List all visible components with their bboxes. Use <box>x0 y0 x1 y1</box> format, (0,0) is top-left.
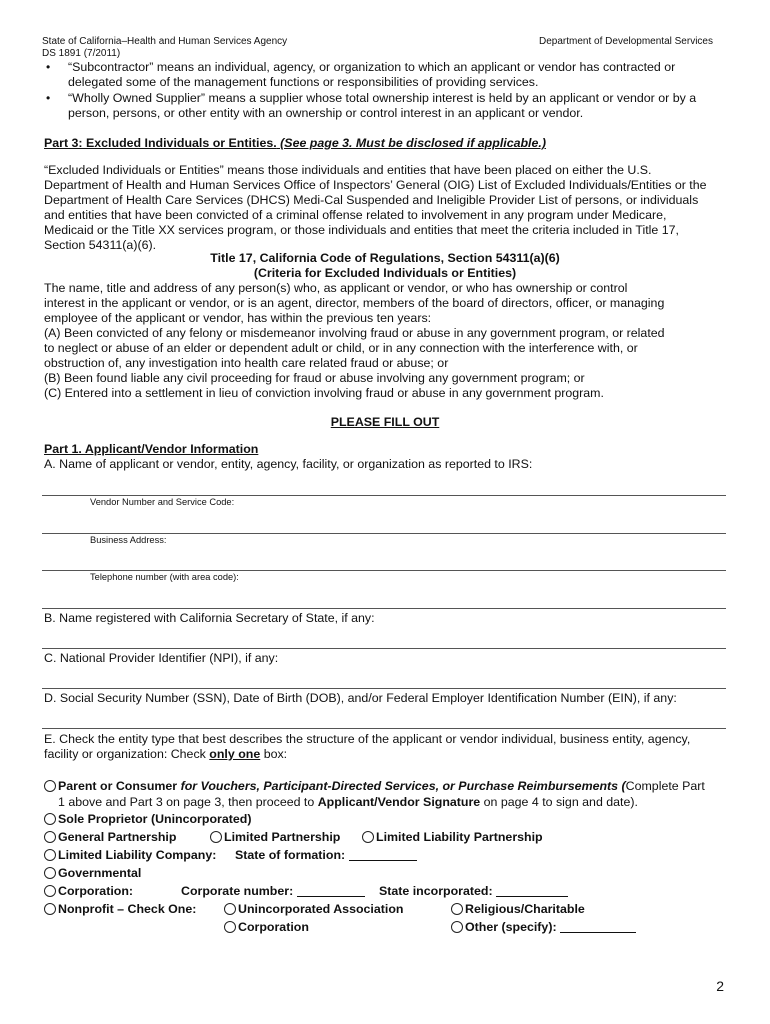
list-item <box>46 91 726 121</box>
part3-title: Part 3: Excluded Individuals or Entities. <box>44 136 277 150</box>
corporate-number-field <box>181 882 365 900</box>
option-limited-partnership <box>210 828 340 846</box>
option-parent-consumer <box>44 777 705 795</box>
business-address-input-line[interactable] <box>42 570 726 571</box>
applicant-name-input-line[interactable] <box>42 495 726 496</box>
vendor-number-label: Vendor Number and Service Code: <box>90 497 235 507</box>
option-unincorporated-association <box>224 900 403 918</box>
option-label: Parent or Consumer <box>58 779 181 793</box>
state-incorporated-field <box>379 882 568 900</box>
criteria-text <box>44 281 734 401</box>
option-sole-proprietor <box>44 810 251 828</box>
field-label: State incorporated: <box>379 884 493 898</box>
radio-religious-charitable[interactable] <box>451 903 463 915</box>
criteria-line: (C) Entered into a settlement in lieu of conviction involving fraud or abuse in any government program. <box>44 386 604 400</box>
secretary-of-state-input-line[interactable] <box>42 648 726 649</box>
field-label: Corporate number: <box>181 884 294 898</box>
parent-consumer-instructions <box>58 795 638 810</box>
field-a-label: A. Name of applicant or vendor, entity, agency, facility, or organization as reported to IRS: <box>44 457 533 471</box>
instruction-text: box: <box>260 747 288 761</box>
option-label: Nonprofit – Check One: <box>58 902 197 916</box>
criteria-line: obstruction of, any investigation into health care related fraud or abuse; or <box>44 356 449 370</box>
criteria-line: interest in the applicant or vendor, or is an agent, director, members of the board of directors, officer, or managing <box>44 296 665 310</box>
part1-heading: Part 1. Applicant/Vendor Information <box>44 442 259 456</box>
definition-line: Medicaid or the Title XX services program, or those individuals and entities that meet the criteria included in Title 17, <box>44 223 679 237</box>
telephone-label: Telephone number (with area code): <box>90 572 239 582</box>
only-one-emphasis: only one <box>209 747 261 761</box>
list-item <box>46 60 726 90</box>
instruction-bold: Applicant/Vendor Signature <box>317 795 481 809</box>
option-general-partnership <box>44 828 176 846</box>
option-llc <box>44 846 216 864</box>
instruction-text: 1 above and Part 3 on page 3, then proceed to <box>58 795 318 809</box>
instruction-text: on page 4 to sign and date). <box>480 795 638 809</box>
option-label: Sole Proprietor (Unincorporated) <box>58 812 252 826</box>
option-label: Corporation <box>238 920 309 934</box>
instruction-text: facility or organization: Check <box>44 747 210 761</box>
definition-line: and entities that have been convicted of a criminal offense related to involvement in any program under Medicare, <box>44 208 667 222</box>
form-id: DS 1891 (7/2011) <box>42 48 121 59</box>
definitions-list <box>46 60 726 121</box>
field-c-label: C. National Provider Identifier (NPI), if any: <box>44 651 279 665</box>
option-religious-charitable <box>451 900 585 918</box>
radio-parent-consumer[interactable] <box>44 780 56 792</box>
radio-governmental[interactable] <box>44 867 56 879</box>
option-label: Governmental <box>58 866 142 880</box>
title17-subheading: (Criteria for Excluded Individuals or Entities) <box>253 266 517 280</box>
agency-name: State of California–Health and Human Services Agency <box>42 36 288 47</box>
option-label: Other (specify): <box>465 920 557 934</box>
radio-other-specify[interactable] <box>451 921 463 933</box>
wholly-owned-supplier-definition: “Wholly Owned Supplier” means a supplier whose total ownership interest is held by an applicant or vendor or by a person, persons, or other entity with an ownership or control interest in an applicant or vendor. <box>68 91 697 120</box>
option-governmental <box>44 864 141 882</box>
field-d-label: D. Social Security Number (SSN), Date of Birth (DOB), and/or Federal Employer Identification Number (EIN), if any: <box>44 691 677 705</box>
option-label: General Partnership <box>58 830 177 844</box>
business-address-label: Business Address: <box>90 535 167 545</box>
please-fill-out-heading: PLEASE FILL OUT <box>330 415 440 429</box>
option-label: Limited Partnership <box>224 830 341 844</box>
definition-line: Department of Health Care Services (DHCS) Medi-Cal Suspended and Ineligible Provider List of persons, or individuals <box>44 193 699 207</box>
field-b-label: B. Name registered with California Secretary of State, if any: <box>44 611 375 625</box>
state-incorporated-input[interactable] <box>496 884 568 897</box>
telephone-input-line[interactable] <box>42 608 726 609</box>
option-label-tail: Complete Part <box>625 779 705 793</box>
other-specify-input[interactable] <box>560 920 636 933</box>
radio-nonprofit[interactable] <box>44 903 56 915</box>
criteria-line: The name, title and address of any person(s) who, as applicant or vendor, or who has ownership or control <box>44 281 628 295</box>
option-corporation <box>44 882 133 900</box>
corporate-number-input[interactable] <box>297 884 365 897</box>
state-of-formation-field <box>235 846 417 864</box>
definition-line: “Excluded Individuals or Entities” means those individuals and entities that have been placed on either the U.S. <box>44 163 652 177</box>
radio-sole-proprietor[interactable] <box>44 813 56 825</box>
title17-heading: Title 17, California Code of Regulations, Section 54311(a)(6) <box>210 251 560 265</box>
page-number: 2 <box>716 978 724 994</box>
radio-unincorporated-association[interactable] <box>224 903 236 915</box>
field-label: State of formation: <box>235 848 346 862</box>
criteria-line: (A) Been convicted of any felony or misdemeanor involving fraud or abuse in any government program, or related <box>44 326 665 340</box>
option-label: Corporation: <box>58 884 134 898</box>
option-label: Limited Liability Partnership <box>376 830 543 844</box>
definition-line: Department of Health and Human Services Office of Inspectors’ General (OIG) List of Excluded Individuals/Entities or the <box>44 178 707 192</box>
npi-input-line[interactable] <box>42 688 726 689</box>
option-label-italic: for Vouchers, Participant-Directed Services, or Purchase Reimbursements ( <box>180 779 626 793</box>
excluded-definition <box>44 163 734 253</box>
criteria-line: (B) Been found liable any civil proceeding for fraud or abuse involving any government program; or <box>44 371 585 385</box>
state-of-formation-input[interactable] <box>349 848 417 861</box>
part3-note: (See page 3. Must be disclosed if applicable.) <box>276 136 546 150</box>
radio-np-corporation[interactable] <box>224 921 236 933</box>
radio-llc[interactable] <box>44 849 56 861</box>
subcontractor-definition: “Subcontractor” means an individual, agency, or organization to which an applicant or vendor has contracted or delegated some of the management functions or responsibilities of providing services. <box>68 60 676 89</box>
department-name: Department of Developmental Services <box>539 36 713 47</box>
radio-limited-partnership[interactable] <box>210 831 222 843</box>
radio-general-partnership[interactable] <box>44 831 56 843</box>
field-e-instruction <box>44 747 287 762</box>
criteria-line: to neglect or abuse of an elder or dependent adult or child, or in any connection with the interference with, or <box>44 341 638 355</box>
bullet-icon: • <box>46 91 51 105</box>
vendor-number-input-line[interactable] <box>42 533 726 534</box>
field-e-label: E. Check the entity type that best describes the structure of the applicant or vendor individual, business entity, agency, <box>44 732 691 746</box>
definition-line: Section 54311(a)(6). <box>44 238 157 252</box>
option-label: Religious/Charitable <box>465 902 585 916</box>
option-other-specify <box>451 918 636 936</box>
criteria-line: employee of the applicant or vendor, has within the previous ten years: <box>44 311 432 325</box>
option-np-corporation <box>224 918 309 936</box>
bullet-icon: • <box>46 60 51 74</box>
option-nonprofit <box>44 900 196 918</box>
ssn-dob-ein-input-line[interactable] <box>42 728 726 729</box>
option-llp <box>362 828 543 846</box>
option-label: Unincorporated Association <box>238 902 404 916</box>
part3-heading <box>44 136 546 151</box>
radio-corporation[interactable] <box>44 885 56 897</box>
radio-llp[interactable] <box>362 831 374 843</box>
option-label: Limited Liability Company: <box>58 848 217 862</box>
